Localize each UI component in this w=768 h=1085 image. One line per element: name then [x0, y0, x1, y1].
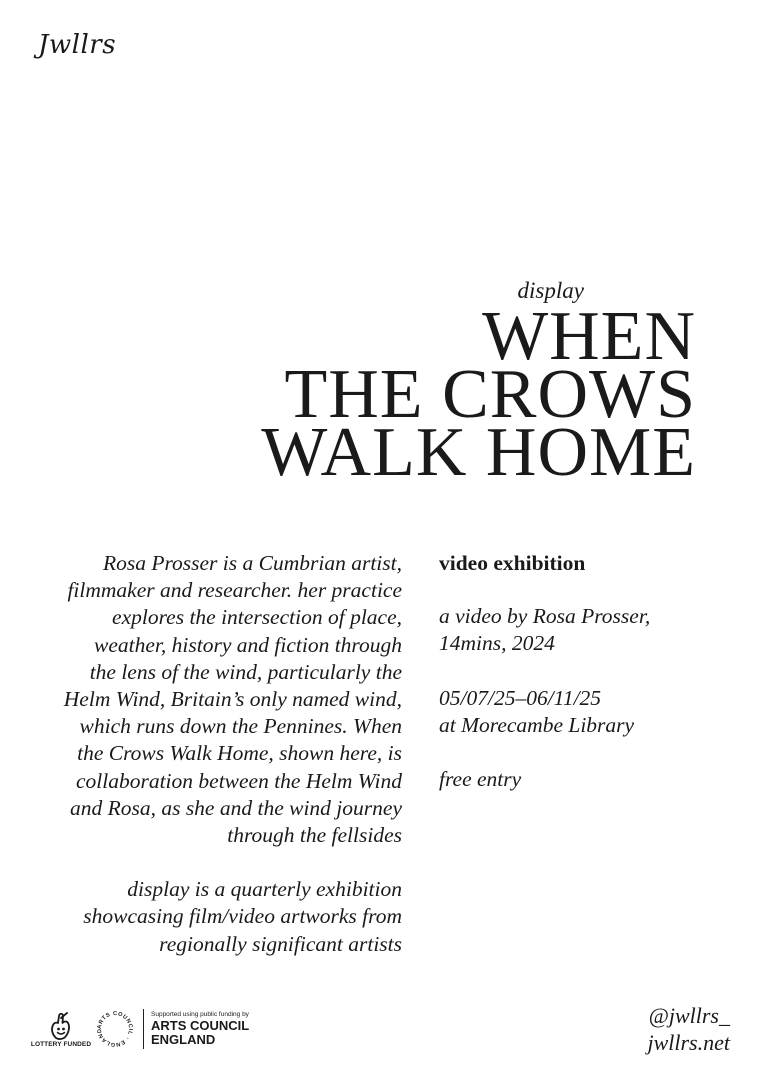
bio-line: collaboration between the Helm Wind	[75, 768, 402, 793]
venue-line: at Morecambe Library	[439, 712, 635, 737]
bio-line: Helm Wind, Britain’s only named wind,	[63, 687, 402, 712]
entry-info: free entry	[439, 767, 522, 792]
arts-council-seal-icon	[95, 1009, 135, 1049]
exhibition-dates	[439, 685, 739, 739]
council-line: ARTS COUNCIL	[151, 1018, 250, 1033]
title-line: WALK HOME	[261, 414, 696, 491]
funder-logos	[30, 1006, 250, 1052]
date-line: 05/07/25–06/11/25	[439, 685, 602, 710]
exhibition-title	[261, 298, 696, 491]
about-paragraph	[42, 876, 402, 958]
artist-bio	[42, 550, 402, 958]
bio-line: the Crows Walk Home, shown here, is	[77, 741, 402, 766]
credit-line: 14mins, 2024	[439, 631, 555, 656]
bio-line: the lens of the wind, particularly the	[89, 659, 402, 684]
bio-paragraph	[42, 550, 402, 849]
details-heading: video exhibition	[439, 551, 586, 575]
bio-line: weather, history and fiction through	[94, 632, 402, 657]
video-credit	[439, 603, 739, 657]
exhibition-details	[439, 550, 739, 793]
social-handle[interactable]: @jwllrs_	[648, 1003, 730, 1028]
svg-text:ARTS COUNCIL · ENGLAND	[97, 1011, 133, 1047]
crossed-fingers-icon	[47, 1010, 75, 1040]
about-line: regionally significant artists	[159, 931, 402, 956]
brand-logo: Jwllrs	[38, 30, 117, 60]
contact-info	[647, 1002, 730, 1056]
bio-line: filmmaker and researcher. her practice	[67, 578, 402, 603]
lottery-label: LOTTERY FUNDED	[30, 1041, 92, 1048]
supported-text: Supported using public funding by	[151, 1011, 249, 1018]
bio-line: and Rosa, as she and the wind journey	[69, 795, 402, 820]
series-kicker: display	[517, 278, 584, 303]
title-line: THE CROWS	[284, 356, 696, 433]
about-line: showcasing film/video artworks from	[83, 904, 402, 929]
credit-line: a video by Rosa Prosser,	[439, 604, 651, 629]
about-line: display is a quarterly exhibition	[127, 877, 402, 902]
website-link[interactable]: jwllrs.net	[647, 1030, 730, 1055]
bio-line: which runs down the Pennines. When	[79, 714, 402, 739]
bio-line: Rosa Prosser is a Cumbrian artist,	[102, 551, 402, 575]
arts-council-wordmark	[143, 1009, 249, 1049]
council-line: ENGLAND	[151, 1032, 216, 1047]
bio-line: explores the intersection of place,	[112, 605, 402, 630]
seal-text: ARTS COUNCIL · ENGLAND	[96, 1010, 134, 1048]
title-line: WHEN	[482, 298, 696, 375]
lottery-logo	[30, 1010, 92, 1048]
bio-line: through the fellsides	[227, 823, 402, 848]
